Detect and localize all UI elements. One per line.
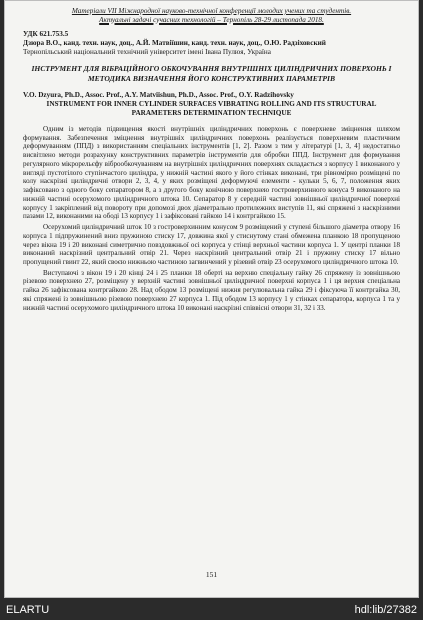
affiliation: Тернопільський національний технічний університет імені Івана Пулюя, Україна — [23, 48, 271, 57]
handle-identifier: hdl:lib/27382 — [354, 604, 417, 616]
article-body — [23, 125, 400, 312]
document-page — [4, 0, 419, 598]
authors-english: V.O. Dzyura, Ph.D., Assoc. Prof., A.Y. Matviishun, Ph.D., Assoc. Prof., O.Y. Radzihovsky — [23, 91, 294, 99]
body-paragraph-3: Виступаючі з вікон 19 і 20 кінці 24 і 25 планки 18 оберті на верхню спеціальну гайку 26 спряжену із зовнішньою різевою поверхнею 27, розміщену у верхній частині зовнішньої циліндричної поверхні корпуса 1 і ця верхня спеціальна гайка 26 зафіксована контргайкою 28. Над ободом 13 розміщені нижня регулювальна гайка 29 і фіксуюча її контргайка 30, які спряжені із зовнішньою різевою поверхнею 27 корпуса 1. Під ободом 13 корпусу 1 у стінках сепаратора, корпуса 1 та у нижній частині осерухомого циліндричного штока 10 виконані наскрізні співвісні отвори 31, 32 і 33. — [23, 268, 400, 312]
authors-ukrainian: Дзюра В.О., канд. техн. наук, доц., А.Й. Матвіїшин, канд. техн. наук, доц., О.Ю. Радзіховский — [23, 39, 326, 48]
page-number: 151 — [205, 570, 218, 579]
udc-code: УДК 621.753.5 — [23, 30, 69, 39]
title-ukrainian: ІНСТРУМЕНТ ДЛЯ ВІБРАЦІЙНОГО ОБКОЧУВАННЯ ВНУТРІШНІХ ЦИЛІНДРИЧНИХ ПОВЕРХОНЬ І МЕТОДИКА ВИЗНАЧЕННЯ ЙОГО КОНСТРУКТИВНИХ ПАРАМЕТРІВ — [31, 64, 392, 83]
body-paragraph-2: Осерухомий циліндричний шток 10 з гостроверхинним конусом 9 розміщений у ступені більшого діаметра отвору 16 корпуса 1 підпружинений вниз пружиною стиску 17, довжина якої у стиснутому стані обмежена планкою 18 пропущеною через вікна 19 і 20 виконані симетрично повздовжньої осі корпуса у стінці верхньої частини корпуса 1. У центрі планки 18 виконаний наскрізний центральний отвір 21. Через наскрізний центральний отвір 21 і пружину стиску 17 вільно пропущений гвинт 22, який своєю нижньою частиною загвинчений у різевий отвір 23 осерухомого циліндричного штока 10. — [23, 223, 400, 267]
conference-header-line-1: Матеріали VII Міжнародної науково-технічної конференції молодих учених та студентів. — [71, 7, 352, 15]
page-content — [23, 7, 400, 314]
title-english: INSTRUMENT FOR INNER CYLINDER SURFACES VIBRATING ROLLING AND ITS STRUCTURAL PARAMETERS DETERMINATION TECHNIQUE — [46, 100, 377, 117]
body-paragraph-1: Одним із методів підвищення якості внутрішніх циліндричних поверхонь є поверхневе зміцнення шляхом формування. Забезпечення зміцнення внутрішніх циліндричних поверхонь реалізується поверхневим пластичним деформуванням (ППД) з використанням спеціальних інструментів [1, 2]. Разом з тим у літературі [1, 3, 4] недостатньо висвітлено методи розрахунку конструктивних параметрів інструментів для обробки ППД. Інструмент для формування регулярного мікрорельєфу віброобкочуванням на внутрішніх циліндричних поверхнях складається з корпусу 1 виконаного у вигляді пустотілого ступінчастого циліндра, у нижній частині якого у його стінках виконані, три рівномірно розміщені по колу наскрізні циліндричні отвори 2, 3, 4, у яких розміщені деформуючі елементи - кульки 5, 6, 7, положення яких зафіксовано з одного боку сепаратором 8, а з другого боку конічною поверхнею гостроверхинного конуса 9 виконаного на нижній частині осерухомого циліндричного штока 10. Сепаратор 8 у середній частині зовнішньої циліндричної поверхні корпусу 1 закріплений від повороту при допомозі двох діаметрально протилежних виступів 11, які спряжені з наскрізними пазами 12, виконаними на ободі 13 корпусу 1 і зафіксовані гайкою 14 і контргайкою 15. — [23, 125, 400, 221]
repository-footer-bar — [0, 598, 423, 620]
repository-name: ELARTU — [6, 604, 50, 616]
conference-header-line-2: Актуальні задачі сучасних технологій – Тернопіль 28-29 листопада 2018. — [99, 15, 324, 24]
